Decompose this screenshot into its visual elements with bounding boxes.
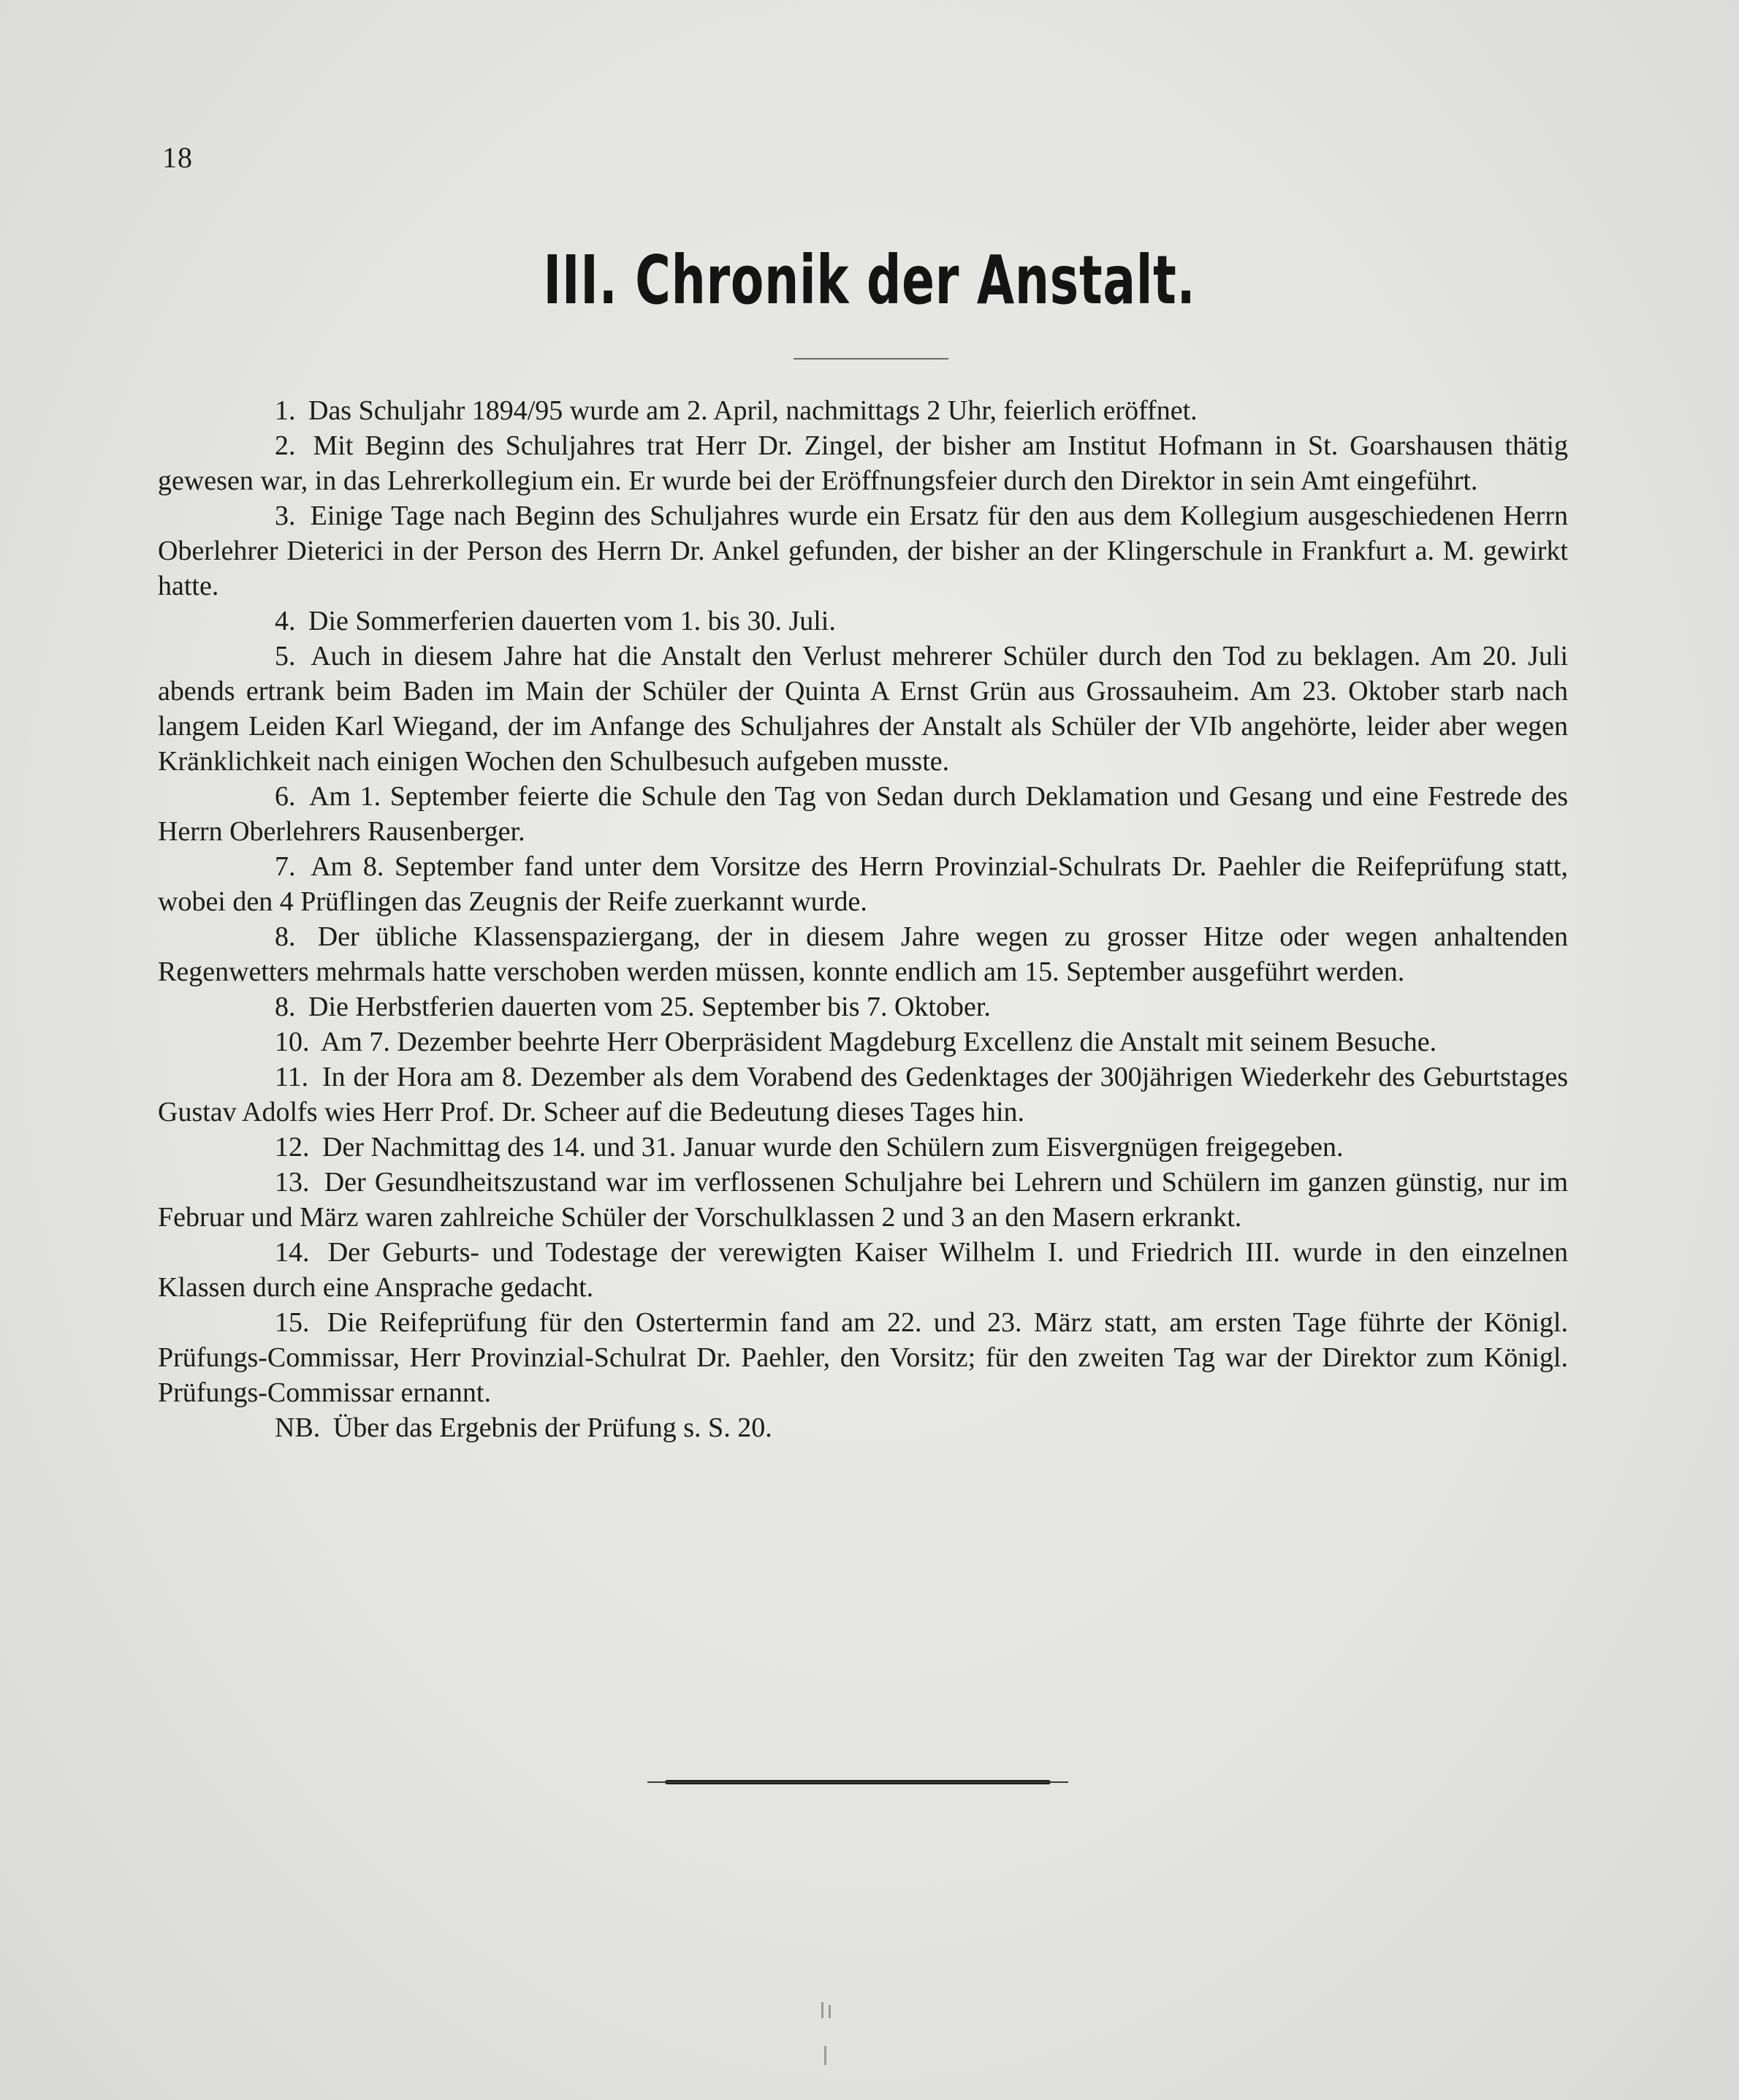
- entry-text: Auch in diesem Jahre hat die Anstalt den Verlust mehrerer Schüler durch den Tod zu beklagen. Am 20. Juli abends ertrank beim Baden im Main der Schüler der Quinta A Ernst Grün aus Grossauheim. Am 23. Oktober starb nach langem Leiden Karl Wiegand, der im Anfange des Schuljahres der Anstalt als Schüler der VIb angehörte, leider aber wegen Kränklichkeit nach einigen Wochen den Schulbesuch aufgeben musste.: [158, 641, 1568, 777]
- entry-number: 3.: [275, 501, 296, 531]
- note-text: Über das Ergebnis der Prüfung s. S. 20.: [332, 1412, 772, 1443]
- entry-text: Mit Beginn des Schuljahres trat Herr Dr. Zingel, der bisher am Institut Hofmann in St. Goarshausen thätig gewesen war, in das Lehrerkollegium ein. Er wurde bei der Eröffnungsfeier durch den Direktor in sein Amt eingeführt.: [158, 430, 1568, 496]
- entry-number: 15.: [275, 1307, 310, 1338]
- entry-number: 2.: [275, 430, 296, 461]
- page-number: 18: [162, 141, 193, 174]
- chronicle-entry: [158, 604, 1568, 639]
- page-title: III. Chronik der Anstalt.: [543, 241, 1196, 319]
- chronicle-entry: [158, 1024, 1568, 1059]
- entry-text: In der Hora am 8. Dezember als dem Vorabend des Gedenktages der 300jährigen Wiederkehr des Geburtstages Gustav Adolfs wies Herr Prof. Dr. Scheer auf die Bedeutung dieses Tages hin.: [158, 1062, 1568, 1127]
- entry-number: 8.: [275, 992, 296, 1022]
- entry-number: 13.: [275, 1167, 310, 1198]
- chronicle-entry: [158, 849, 1568, 919]
- chronicle-entry: [158, 1130, 1568, 1165]
- entry-number: 12.: [275, 1132, 310, 1163]
- entry-number: 10.: [275, 1027, 310, 1057]
- entry-number: 8.: [275, 921, 296, 952]
- chronicle-list: [158, 393, 1568, 1445]
- entry-text: Der Gesundheitszustand war im verflossenen Schuljahre bei Lehrern und Schülern im ganzen günstig, nur im Februar und März waren zahlreiche Schüler der Vorschulklassen 2 und 3 an den Masern erkrankt.: [158, 1167, 1569, 1233]
- entry-text: Der Nachmittag des 14. und 31. Januar wurde den Schülern zum Eisvergnügen freigegeben.: [322, 1132, 1344, 1163]
- entry-text: Der übliche Klassenspaziergang, der in diesem Jahre wegen zu grosser Hitze oder wegen anhaltenden Regenwetters mehrmals hatte verschoben werden müssen, konnte endlich am 15. September ausgeführt werden.: [158, 921, 1568, 987]
- entry-number: 14.: [275, 1237, 310, 1268]
- entry-text: Die Herbstferien dauerten vom 25. September bis 7. Oktober.: [308, 992, 991, 1022]
- chronicle-entry: [158, 779, 1568, 849]
- entry-number: 1.: [275, 395, 296, 426]
- chronicle-entry: [158, 1165, 1568, 1235]
- chronicle-entry: [158, 919, 1568, 989]
- entry-number: 7.: [275, 851, 296, 882]
- print-specks: [820, 2002, 834, 2075]
- chronicle-entry: [158, 989, 1568, 1024]
- entry-number: 5.: [275, 641, 296, 672]
- end-rule: [665, 1780, 1051, 1784]
- note-label: NB.: [275, 1412, 321, 1443]
- entry-text: Am 7. Dezember beehrte Herr Oberpräsident Magdeburg Excellenz die Anstalt mit seinem Besuche.: [320, 1027, 1437, 1057]
- chronicle-entry: [158, 428, 1568, 498]
- entry-number: 11.: [275, 1062, 309, 1092]
- chronicle-entry: [158, 498, 1568, 604]
- title-divider: [794, 358, 948, 359]
- chronicle-note: [158, 1410, 1568, 1445]
- entry-text: Die Sommerferien dauerten vom 1. bis 30. Juli.: [308, 606, 836, 636]
- chronicle-entry: [158, 1235, 1568, 1305]
- chronicle-entry: [158, 639, 1568, 779]
- entry-text: Am 8. September fand unter dem Vorsitze des Herrn Provinzial-Schulrats Dr. Paehler die Reifeprüfung statt, wobei den 4 Prüflingen das Zeugnis der Reife zuerkannt wurde.: [158, 851, 1568, 917]
- entry-text: Der Geburts- und Todestage der verewigten Kaiser Wilhelm I. und Friedrich III. wurde in den einzelnen Klassen durch eine Ansprache gedacht.: [158, 1237, 1568, 1303]
- chronicle-entry: [158, 393, 1568, 428]
- entry-number: 4.: [275, 606, 296, 636]
- chronicle-entry: [158, 1305, 1568, 1410]
- entry-text: Einige Tage nach Beginn des Schuljahres wurde ein Ersatz für den aus dem Kollegium ausgeschiedenen Herrn Oberlehrer Dieterici in der Person des Herrn Dr. Ankel gefunden, der bisher an der Klingerschule in Frankfurt a. M. gewirkt hatte.: [158, 501, 1568, 601]
- chronicle-entry: [158, 1059, 1568, 1130]
- entry-text: Das Schuljahr 1894/95 wurde am 2. April, nachmittags 2 Uhr, feierlich eröffnet.: [308, 395, 1198, 426]
- entry-number: 6.: [275, 781, 296, 812]
- entry-text: Am 1. September feierte die Schule den Tag von Sedan durch Deklamation und Gesang und eine Festrede des Herrn Oberlehrers Rausenberger.: [158, 781, 1569, 847]
- entry-text: Die Reifeprüfung für den Ostertermin fand am 22. und 23. März statt, am ersten Tage führte der Königl. Prüfungs-Commissar, Herr Provinzial-Schulrat Dr. Paehler, den Vorsitz; für den zweiten Tag war der Direktor zum Königl. Prüfungs-Commissar ernannt.: [158, 1307, 1568, 1408]
